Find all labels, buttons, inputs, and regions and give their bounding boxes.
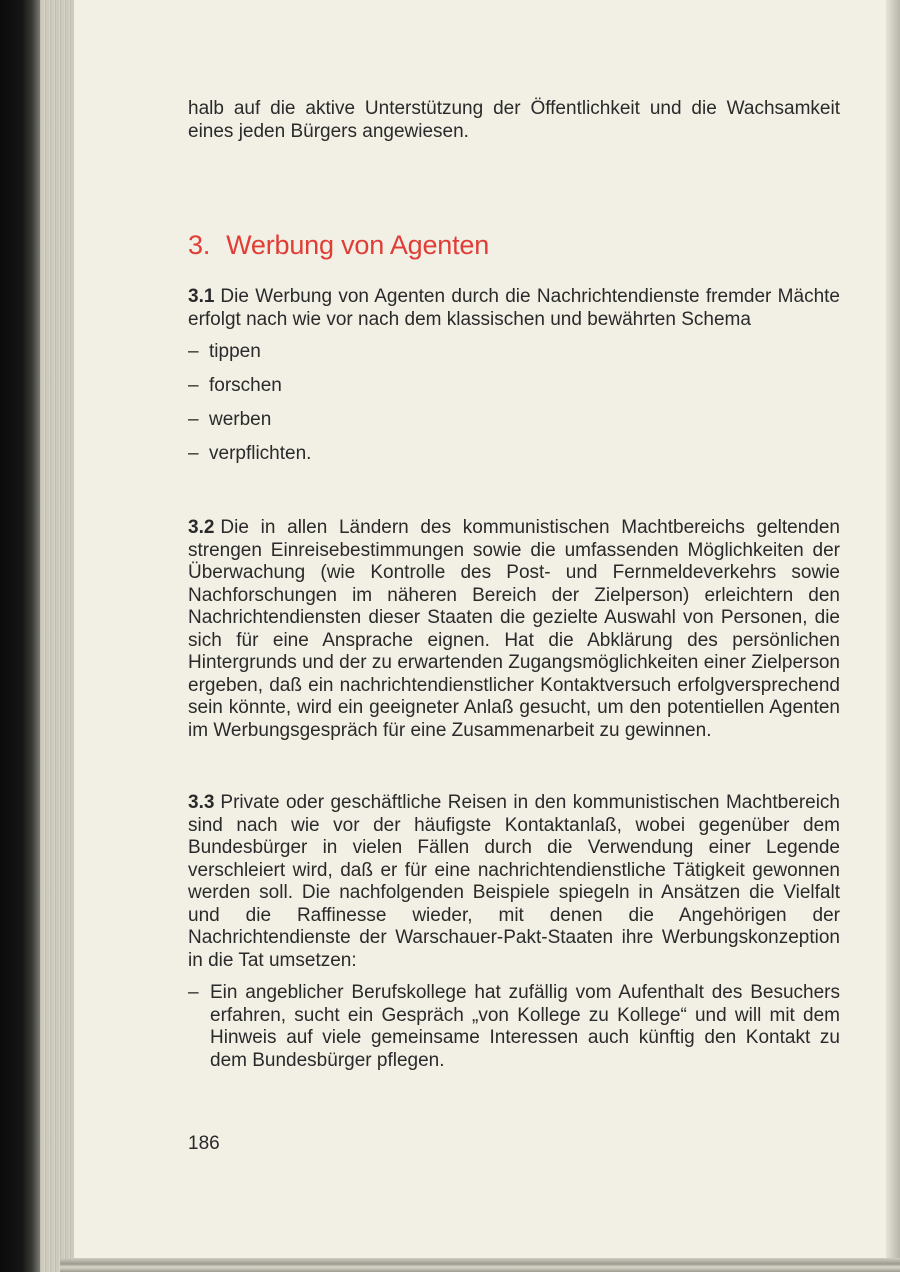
list-item — [188, 409, 840, 443]
section-number: 3.1 — [188, 286, 215, 307]
page-content — [188, 98, 840, 1072]
list-item-text: verpflichten. — [209, 443, 312, 464]
list-dash: – — [188, 375, 199, 396]
list-item — [188, 375, 840, 409]
book-binding-shadow — [0, 0, 40, 1272]
list-item-text: forschen — [209, 375, 282, 396]
section-3-1-paragraph — [188, 286, 840, 331]
section-number: 3.2 — [188, 517, 215, 538]
examples-list — [188, 982, 840, 1072]
list-item — [188, 982, 840, 1072]
list-dash: – — [188, 409, 199, 430]
list-item-text: werben — [209, 409, 272, 430]
section-text: Die in allen Ländern des kommunistischen Machtbereichs geltenden strengen Einreisebestimmungen sowie die umfassenden Möglichkeiten der Überwachung (wie Kontrolle des Post- und Fernmeldeverkehrs sowie Nachforschungen im näheren Bereich der Zielperson) erleichtern den Nachrichtendiensten dieser Staaten die gezielte Auswahl von Personen, die sich für eine Ansprache eignen. Hat die Abklärung des persönlichen Hintergrunds und der zu erwartenden Zugangsmöglichkeiten einer Zielperson ergeben, daß ein nachrichtendienstlicher Kontaktversuch erfolgversprechend sein könnte, wird ein geeigneter Anlaß gesucht, um den potentiellen Agenten im Werbungsgespräch für eine Zusammenarbeit zu gewinnen. — [188, 517, 840, 741]
chapter-number: 3. — [188, 230, 211, 260]
list-dash: – — [188, 443, 199, 464]
page-number: 186 — [188, 1133, 220, 1154]
section-3-2 — [188, 517, 840, 742]
page-bottom-edge — [60, 1258, 900, 1272]
list-dash: – — [188, 341, 199, 362]
chapter-title: Werbung von Agenten — [226, 230, 490, 260]
list-item — [188, 341, 840, 375]
section-3-2-paragraph — [188, 517, 840, 742]
list-item-text: Ein angeblicher Berufskollege hat zufällig vom Aufenthalt des Besuchers erfahren, sucht ein Gespräch „von Kollege zu Kollege“ und will mit dem Hinweis auf viele gemeinsame Interessen auch künftig den Kontakt zu dem Bundesbürger pflegen. — [210, 982, 840, 1071]
intro-paragraph: halb auf die aktive Unterstützung der Öffentlichkeit und die Wachsamkeit eines jeden Bürgers angewiesen. — [188, 98, 840, 142]
page-right-edge — [886, 0, 900, 1272]
section-3-3 — [188, 792, 840, 1072]
section-text: Die Werbung von Agenten durch die Nachrichtendienste fremder Mächte erfolgt nach wie vor nach dem klassischen und bewährten Schema — [188, 286, 840, 330]
section-text: Private oder geschäftliche Reisen in den kommunistischen Machtbereich sind nach wie vor der häufigste Kontaktanlaß, wobei gegenüber dem Bundesbürger in vielen Fällen durch die Verwendung einer Legende verschleiert wird, daß er für eine nachrichtendienstliche Tätigkeit gewonnen werden soll. Die nachfolgenden Beispiele spiegeln in Ansätzen die Vielfalt und die Raffinesse wieder, mit denen die Angehörigen der Nachrichtendienste der Warschauer-Pakt-Staaten ihre Werbungskonzeption in die Tat umsetzen: — [188, 792, 840, 971]
list-item-text: tippen — [209, 341, 261, 362]
recruitment-stages-list — [188, 341, 840, 477]
section-3-3-paragraph — [188, 792, 840, 972]
section-3-1 — [188, 286, 840, 477]
page-edges — [40, 0, 74, 1272]
section-number: 3.3 — [188, 792, 215, 813]
list-item — [188, 443, 840, 477]
chapter-heading — [188, 229, 840, 261]
list-dash: – — [188, 982, 199, 1003]
